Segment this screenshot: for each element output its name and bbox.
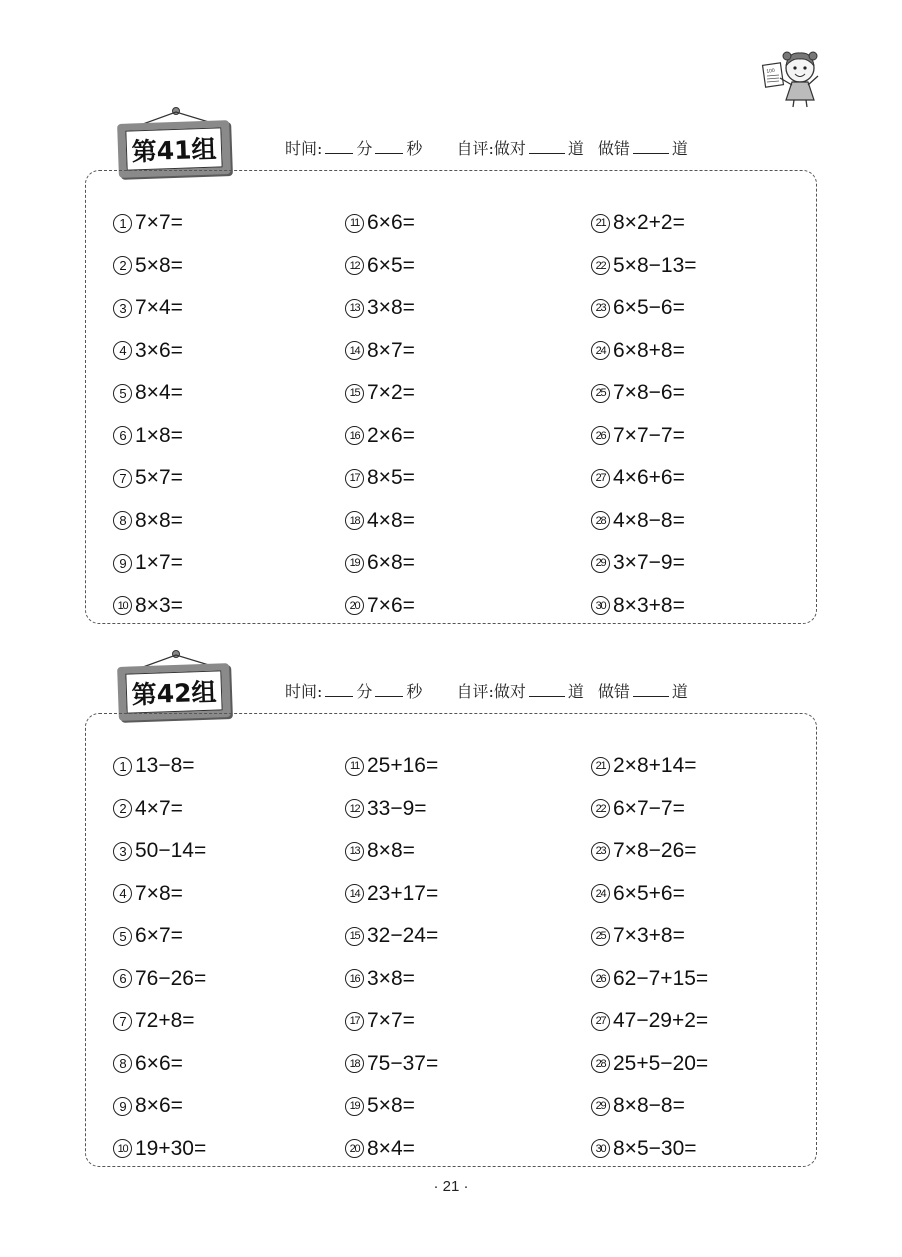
problem-expression: 7×8=: [135, 881, 183, 905]
problem-expression: 8×4=: [367, 1136, 415, 1160]
problem-number: 16: [345, 426, 364, 445]
problem-number: 10: [113, 596, 132, 615]
self-eval-label: 自评:做对: [456, 682, 526, 701]
problem-expression: 3×6=: [135, 338, 183, 362]
minutes-blank[interactable]: [325, 139, 353, 154]
problem-item: [345, 415, 415, 458]
problem-expression: 5×8=: [367, 1094, 415, 1118]
problem-item: [591, 1085, 708, 1128]
problem-item: [345, 873, 438, 916]
problem-item: [113, 330, 183, 373]
problem-expression: 8×2+2=: [613, 211, 685, 235]
problem-number: 28: [591, 511, 610, 530]
problem-item: [591, 542, 697, 585]
group-title: 第41组: [125, 127, 222, 170]
problem-number: 10: [113, 1139, 132, 1158]
minutes-label: 分: [356, 682, 373, 701]
problem-expression: 8×6=: [135, 1094, 183, 1118]
problem-item: [345, 330, 415, 373]
problem-number: 12: [345, 256, 364, 275]
problem-number: 9: [113, 554, 132, 573]
problem-item: [113, 1128, 206, 1171]
problem-number: 21: [591, 757, 610, 776]
girl-with-score-paper-icon: [760, 44, 828, 110]
problem-number: 29: [591, 1097, 610, 1116]
problem-expression: 4×8−8=: [613, 508, 685, 532]
problem-item: [591, 415, 697, 458]
problem-item: [345, 287, 415, 330]
problem-item: [113, 287, 183, 330]
problem-item: [591, 585, 697, 628]
wrong-count-blank[interactable]: [633, 139, 669, 154]
problem-item: [345, 245, 415, 288]
problem-number: 9: [113, 1097, 132, 1116]
problem-item: [345, 958, 438, 1001]
problem-item: [591, 788, 708, 831]
problem-number: 8: [113, 1054, 132, 1073]
group-title: 第42组: [125, 670, 222, 713]
problem-expression: 2×8+14=: [613, 754, 697, 778]
problem-expression: 50−14=: [135, 839, 207, 863]
problem-item: [113, 830, 206, 873]
problem-item: [113, 788, 206, 831]
problem-expression: 4×6+6=: [613, 466, 685, 490]
page-number: · 21 ·: [433, 1178, 469, 1195]
problem-number: 18: [345, 1054, 364, 1073]
wrong-label: 做错: [597, 139, 630, 158]
problem-item: [345, 500, 415, 543]
problem-expression: 3×8=: [367, 966, 415, 990]
self-eval-label: 自评:做对: [456, 139, 526, 158]
problem-item: [345, 1128, 438, 1171]
problem-expression: 47−29+2=: [613, 1009, 709, 1033]
problem-number: 23: [591, 842, 610, 861]
problem-item: [113, 1000, 206, 1043]
problem-expression: 8×3+8=: [613, 593, 685, 617]
problem-number: 4: [113, 341, 132, 360]
problem-number: 28: [591, 1054, 610, 1073]
seconds-blank[interactable]: [375, 682, 403, 697]
correct-count-blank[interactable]: [529, 682, 565, 697]
seconds-blank[interactable]: [375, 139, 403, 154]
problem-expression: 6×6=: [367, 211, 415, 235]
problem-expression: 62−7+15=: [613, 966, 709, 990]
problem-item: [345, 745, 438, 788]
problem-expression: 4×7=: [135, 796, 183, 820]
problem-item: [345, 202, 415, 245]
problem-number: 13: [345, 842, 364, 861]
problem-item: [345, 1000, 438, 1043]
problem-number: 1: [113, 757, 132, 776]
problem-expression: 23+17=: [367, 881, 439, 905]
problem-number: 12: [345, 799, 364, 818]
problem-item: [113, 585, 183, 628]
problem-item: [113, 245, 183, 288]
problem-number: 7: [113, 469, 132, 488]
problem-number: 20: [345, 1139, 364, 1158]
problem-number: 17: [345, 469, 364, 488]
group-title-sign: [118, 106, 236, 178]
problem-expression: 72+8=: [135, 1009, 195, 1033]
problem-item: [113, 1043, 206, 1086]
problem-expression: 3×7−9=: [613, 551, 685, 575]
wrong-unit: 道: [671, 139, 688, 158]
problem-expression: 2×6=: [367, 423, 415, 447]
problem-column-1: [113, 202, 183, 627]
problem-number: 14: [345, 884, 364, 903]
problem-number: 19: [345, 1097, 364, 1116]
group-title-sign: [118, 649, 236, 721]
problem-item: [345, 1085, 438, 1128]
time-label: 时间:: [285, 139, 323, 158]
problem-number: 3: [113, 842, 132, 861]
problem-number: 11: [345, 757, 364, 776]
problem-expression: 6×5+6=: [613, 881, 685, 905]
problem-item: [113, 542, 183, 585]
problem-number: 1: [113, 214, 132, 233]
problem-number: 2: [113, 799, 132, 818]
problem-expression: 7×7=: [135, 211, 183, 235]
problem-expression: 33−9=: [367, 796, 427, 820]
problem-expression: 7×7−7=: [613, 423, 685, 447]
problem-item: [113, 457, 183, 500]
problem-number: 19: [345, 554, 364, 573]
problem-item: [345, 1043, 438, 1086]
problem-expression: 8×8=: [135, 508, 183, 532]
problem-item: [591, 500, 697, 543]
problem-number: 21: [591, 214, 610, 233]
problem-item: [591, 202, 697, 245]
problem-number: 29: [591, 554, 610, 573]
problem-item: [345, 915, 438, 958]
problem-item: [113, 1085, 206, 1128]
problem-expression: 7×7=: [367, 1009, 415, 1033]
problem-number: 17: [345, 1012, 364, 1031]
seconds-label: 秒: [406, 682, 423, 701]
problem-item: [591, 1000, 708, 1043]
problem-item: [113, 415, 183, 458]
problem-item: [113, 202, 183, 245]
problem-number: 20: [345, 596, 364, 615]
problem-expression: 7×6=: [367, 593, 415, 617]
problem-number: 24: [591, 884, 610, 903]
problems-box: [85, 170, 817, 624]
problem-item: [113, 958, 206, 1001]
time-label: 时间:: [285, 682, 323, 701]
problem-number: 2: [113, 256, 132, 275]
problem-expression: 6×7−7=: [613, 796, 685, 820]
problem-column-3: [591, 745, 708, 1170]
problem-number: 13: [345, 299, 364, 318]
problem-item: [113, 500, 183, 543]
problem-item: [591, 1043, 708, 1086]
problem-item: [345, 542, 415, 585]
record-row: [285, 136, 805, 160]
problem-number: 11: [345, 214, 364, 233]
problem-number: 16: [345, 969, 364, 988]
problem-expression: 3×8=: [367, 296, 415, 320]
problem-number: 26: [591, 426, 610, 445]
problem-item: [113, 372, 183, 415]
problem-item: [591, 457, 697, 500]
problem-column-2: [345, 745, 438, 1170]
problem-expression: 6×7=: [135, 924, 183, 948]
record-row: [285, 679, 805, 703]
problem-item: [113, 745, 206, 788]
problem-item: [591, 372, 697, 415]
problem-number: 25: [591, 384, 610, 403]
problem-number: 24: [591, 341, 610, 360]
problem-expression: 75−37=: [367, 1051, 439, 1075]
problem-item: [591, 330, 697, 373]
problem-item: [345, 457, 415, 500]
problem-expression: 25+16=: [367, 754, 439, 778]
problem-expression: 25+5−20=: [613, 1051, 709, 1075]
problem-number: 3: [113, 299, 132, 318]
problem-expression: 4×8=: [367, 508, 415, 532]
problem-number: 30: [591, 596, 610, 615]
problem-expression: 5×8=: [135, 253, 183, 277]
problem-expression: 1×8=: [135, 423, 183, 447]
problem-number: 22: [591, 256, 610, 275]
wrong-unit: 道: [671, 682, 688, 701]
problem-item: [591, 873, 708, 916]
problem-expression: 6×5−6=: [613, 296, 685, 320]
problem-number: 26: [591, 969, 610, 988]
problem-expression: 6×5=: [367, 253, 415, 277]
problem-number: 18: [345, 511, 364, 530]
problem-column-2: [345, 202, 415, 627]
problem-expression: 8×5=: [367, 466, 415, 490]
correct-count-blank[interactable]: [529, 139, 565, 154]
problem-expression: 7×4=: [135, 296, 183, 320]
problem-number: 8: [113, 511, 132, 530]
problem-number: 4: [113, 884, 132, 903]
problem-column-1: [113, 745, 206, 1170]
problem-expression: 8×8−8=: [613, 1094, 685, 1118]
minutes-label: 分: [356, 139, 373, 158]
wrong-count-blank[interactable]: [633, 682, 669, 697]
problem-number: 25: [591, 927, 610, 946]
problem-expression: 6×6=: [135, 1051, 183, 1075]
problem-item: [591, 287, 697, 330]
wrong-label: 做错: [597, 682, 630, 701]
problem-expression: 7×8−26=: [613, 839, 697, 863]
problem-expression: 6×8+8=: [613, 338, 685, 362]
problem-expression: 6×8=: [367, 551, 415, 575]
problem-expression: 5×7=: [135, 466, 183, 490]
problem-item: [113, 873, 206, 916]
problem-number: 15: [345, 384, 364, 403]
problem-expression: 32−24=: [367, 924, 439, 948]
problem-expression: 8×4=: [135, 381, 183, 405]
problem-column-3: [591, 202, 697, 627]
problem-number: 6: [113, 969, 132, 988]
problem-expression: 76−26=: [135, 966, 207, 990]
problem-expression: 7×3+8=: [613, 924, 685, 948]
problem-expression: 8×7=: [367, 338, 415, 362]
problem-number: 22: [591, 799, 610, 818]
problem-expression: 5×8−13=: [613, 253, 697, 277]
problem-item: [591, 245, 697, 288]
problem-number: 7: [113, 1012, 132, 1031]
problem-expression: 8×5−30=: [613, 1136, 697, 1160]
correct-unit: 道: [567, 682, 584, 701]
problem-number: 15: [345, 927, 364, 946]
paper-score-text: 100: [766, 67, 776, 75]
problem-number: 6: [113, 426, 132, 445]
problem-item: [113, 915, 206, 958]
problem-number: 27: [591, 469, 610, 488]
problem-number: 23: [591, 299, 610, 318]
problem-item: [591, 915, 708, 958]
seconds-label: 秒: [406, 139, 423, 158]
problem-item: [345, 585, 415, 628]
problem-number: 5: [113, 384, 132, 403]
problem-item: [591, 1128, 708, 1171]
problem-expression: 7×2=: [367, 381, 415, 405]
problem-number: 5: [113, 927, 132, 946]
problem-expression: 19+30=: [135, 1136, 207, 1160]
problem-item: [591, 830, 708, 873]
problem-item: [345, 788, 438, 831]
problem-expression: 7×8−6=: [613, 381, 685, 405]
problem-expression: 8×8=: [367, 839, 415, 863]
problem-expression: 8×3=: [135, 593, 183, 617]
problem-item: [345, 830, 438, 873]
problem-item: [345, 372, 415, 415]
problem-expression: 1×7=: [135, 551, 183, 575]
correct-unit: 道: [567, 139, 584, 158]
problem-expression: 13−8=: [135, 754, 195, 778]
minutes-blank[interactable]: [325, 682, 353, 697]
problem-number: 30: [591, 1139, 610, 1158]
problem-number: 14: [345, 341, 364, 360]
problem-item: [591, 745, 708, 788]
problem-number: 27: [591, 1012, 610, 1031]
problem-item: [591, 958, 708, 1001]
